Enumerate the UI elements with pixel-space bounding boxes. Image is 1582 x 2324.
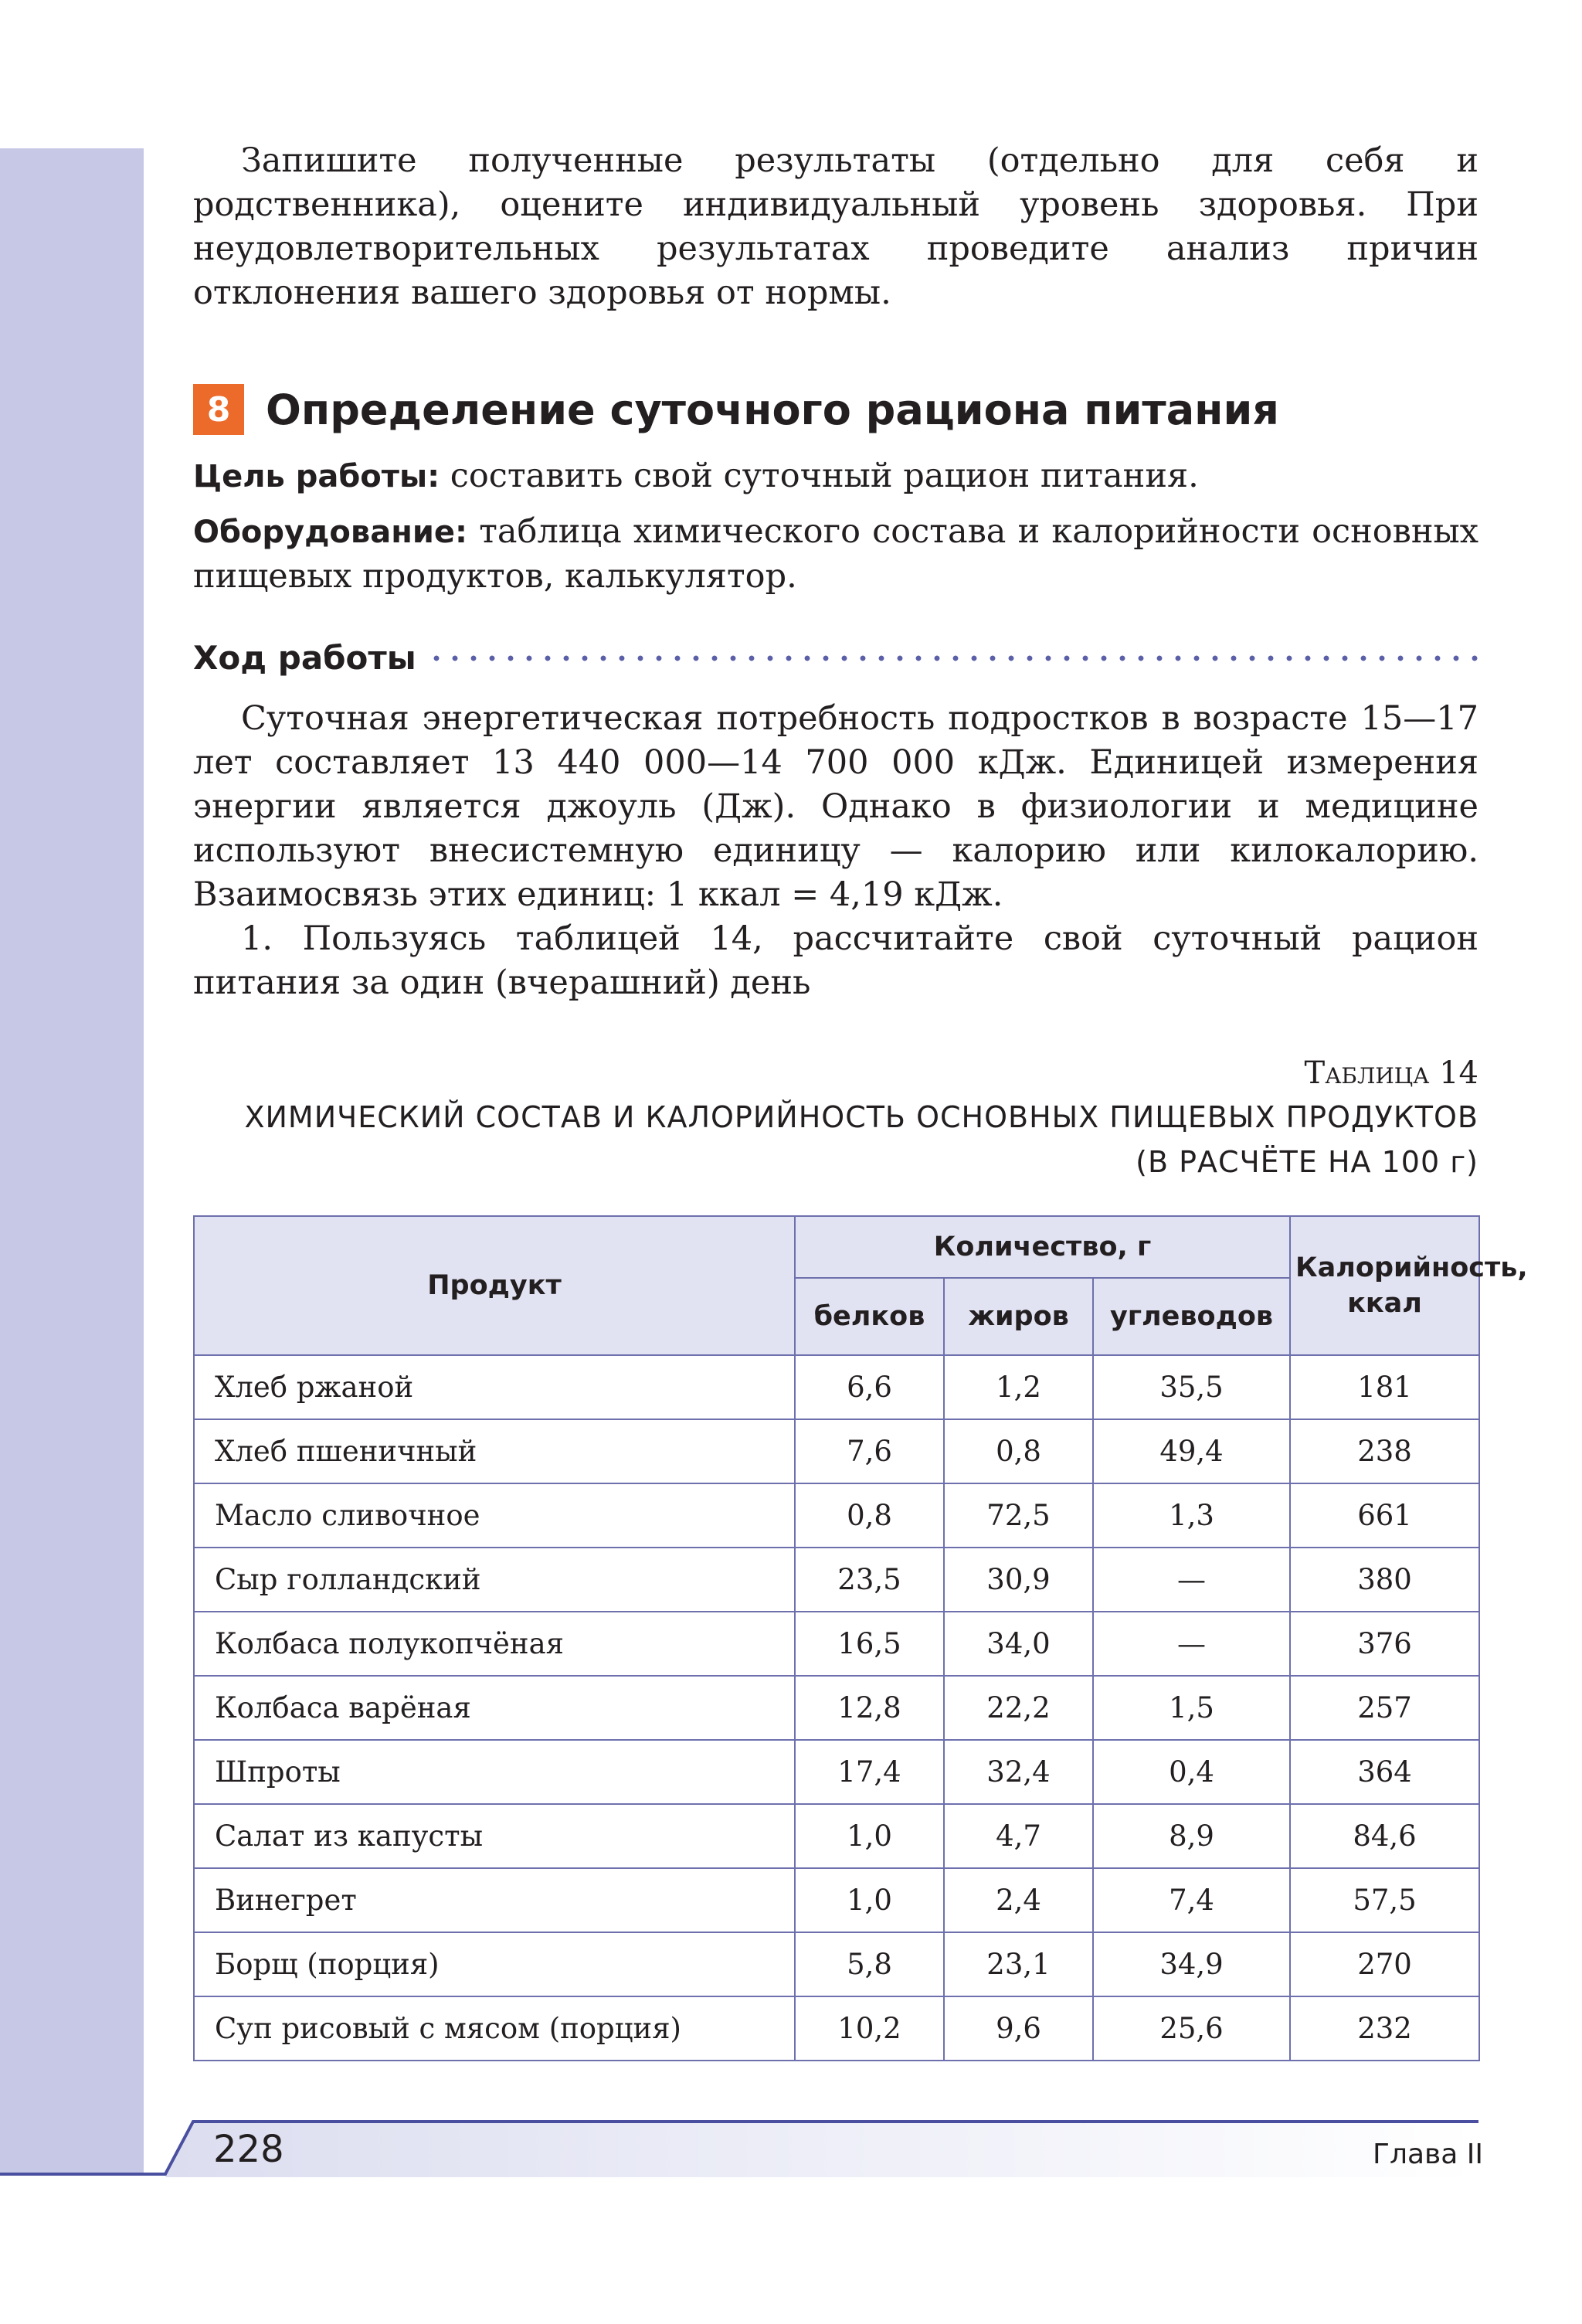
cell-kcal: 238 (1290, 1419, 1479, 1483)
cell-kcal: 270 (1290, 1932, 1479, 1996)
cell-product: Сыр голландский (194, 1548, 795, 1612)
cell-protein: 6,6 (795, 1355, 944, 1419)
cell-fat: 4,7 (944, 1804, 1093, 1868)
cell-protein: 16,5 (795, 1612, 944, 1676)
table-caption: Таблица 14 (1304, 1055, 1478, 1091)
table-row (194, 1932, 1479, 1996)
cell-kcal: 257 (1290, 1676, 1479, 1740)
cell-fat: 32,4 (944, 1740, 1093, 1804)
cell-kcal: 376 (1290, 1612, 1479, 1676)
cell-protein: 1,0 (795, 1868, 944, 1932)
cell-fat: 23,1 (944, 1932, 1093, 1996)
chapter-label: Глава II (1373, 2139, 1483, 2170)
cell-product: Колбаса полукопчёная (194, 1612, 795, 1676)
header-calories: Калорийность, ккал (1290, 1216, 1479, 1355)
cell-fat: 72,5 (944, 1483, 1093, 1548)
goal-label: Цель работы: (193, 459, 440, 494)
cell-kcal: 380 (1290, 1548, 1479, 1612)
cell-product: Суп рисовый с мясом (порция) (194, 1996, 795, 2061)
cell-fat: 9,6 (944, 1996, 1093, 2061)
intro-paragraph: Запишите полученные результаты (отдельно для себя и родственника), оцените индивидуальный уровень здоровья. При неудовлетворительных результатах проведите анализ причин отклонения вашего здоровья от нормы. (193, 141, 1478, 312)
table-row (194, 1868, 1479, 1932)
cell-product: Хлеб ржаной (194, 1355, 795, 1419)
cell-kcal: 84,6 (1290, 1804, 1479, 1868)
cell-product: Салат из капусты (194, 1804, 795, 1868)
header-carbs: углеводов (1093, 1278, 1290, 1355)
cell-protein: 23,5 (795, 1548, 944, 1612)
table-row (194, 1548, 1479, 1612)
table-row (194, 1804, 1479, 1868)
table-row (194, 1483, 1479, 1548)
progress-paragraph-2: 1. Пользуясь таблицей 14, рассчитайте свой суточный рацион питания за один (вчерашний) день (193, 919, 1478, 1002)
table-row (194, 1996, 1479, 2061)
cell-protein: 5,8 (795, 1932, 944, 1996)
equipment-label: Оборудование: (193, 515, 467, 550)
cell-kcal: 57,5 (1290, 1868, 1479, 1932)
cell-carbs: 8,9 (1093, 1804, 1290, 1868)
cell-carbs: 25,6 (1093, 1996, 1290, 2061)
cell-fat: 22,2 (944, 1676, 1093, 1740)
header-protein: белков (795, 1278, 944, 1355)
cell-carbs: 49,4 (1093, 1419, 1290, 1483)
equipment-text: таблица химического состава и калорийности основных пищевых продуктов, калькулятор. (193, 512, 1478, 596)
section-title: Определение суточного рациона питания (266, 385, 1279, 434)
header-quantity: Количество, г (795, 1216, 1290, 1278)
cell-fat: 0,8 (944, 1419, 1093, 1483)
cell-product: Масло сливочное (194, 1483, 795, 1548)
cell-protein: 17,4 (795, 1740, 944, 1804)
cell-carbs: — (1093, 1612, 1290, 1676)
table-row (194, 1419, 1479, 1483)
table-title-line-2: (В РАСЧЁТЕ НА 100 г) (1136, 1145, 1478, 1179)
cell-product: Колбаса варёная (194, 1676, 795, 1740)
cell-kcal: 661 (1290, 1483, 1479, 1548)
dotted-leader (427, 655, 1478, 661)
cell-kcal: 364 (1290, 1740, 1479, 1804)
cell-protein: 10,2 (795, 1996, 944, 2061)
table-title-line-1: ХИМИЧЕСКИЙ СОСТАВ И КАЛОРИЙНОСТЬ ОСНОВНЫХ ПИЩЕВЫХ ПРОДУКТОВ (244, 1100, 1478, 1134)
cell-protein: 12,8 (795, 1676, 944, 1740)
table-body (194, 1355, 1479, 2061)
cell-kcal: 232 (1290, 1996, 1479, 2061)
page-number: 228 (213, 2128, 284, 2171)
cell-protein: 7,6 (795, 1419, 944, 1483)
cell-carbs: 1,5 (1093, 1676, 1290, 1740)
cell-product: Хлеб пшеничный (194, 1419, 795, 1483)
progress-paragraph-1: Суточная энергетическая потребность подростков в возрасте 15—17 лет составляет 13 440 000—14 700 000 кДж. Единицей измерения энергии является джоуль (Дж). Однако в физиологии и медицине используют внесистемную единицу — калорию или килокалорию. Взаимосвязь этих единиц: 1 ккал = 4,19 кДж. (193, 699, 1478, 914)
side-band (0, 148, 144, 2176)
page-content (193, 139, 1528, 2061)
header-fat: жиров (944, 1278, 1093, 1355)
goal-text: составить свой суточный рацион питания. (440, 457, 1199, 495)
equipment-line (193, 510, 1478, 599)
cell-kcal: 181 (1290, 1355, 1479, 1419)
cell-fat: 30,9 (944, 1548, 1093, 1612)
section-number-badge: 8 (193, 384, 244, 435)
goal-line (193, 454, 1478, 499)
cell-carbs: — (1093, 1548, 1290, 1612)
cell-product: Винегрет (194, 1868, 795, 1932)
cell-carbs: 7,4 (1093, 1868, 1290, 1932)
cell-product: Шпроты (194, 1740, 795, 1804)
table-row (194, 1676, 1479, 1740)
nutrition-table (193, 1215, 1528, 2061)
section-heading (193, 379, 1478, 440)
cell-carbs: 0,4 (1093, 1740, 1290, 1804)
cell-fat: 34,0 (944, 1612, 1093, 1676)
table-row (194, 1612, 1479, 1676)
cell-carbs: 35,5 (1093, 1355, 1290, 1419)
cell-protein: 1,0 (795, 1804, 944, 1868)
table-row (194, 1355, 1479, 1419)
cell-carbs: 34,9 (1093, 1932, 1290, 1996)
progress-title: Ход работы (193, 639, 416, 677)
cell-protein: 0,8 (795, 1483, 944, 1548)
cell-fat: 1,2 (944, 1355, 1093, 1419)
progress-heading (193, 639, 1478, 677)
cell-fat: 2,4 (944, 1868, 1093, 1932)
cell-carbs: 1,3 (1093, 1483, 1290, 1548)
cell-product: Борщ (порция) (194, 1932, 795, 1996)
header-product: Продукт (194, 1216, 795, 1355)
table-row (194, 1740, 1479, 1804)
